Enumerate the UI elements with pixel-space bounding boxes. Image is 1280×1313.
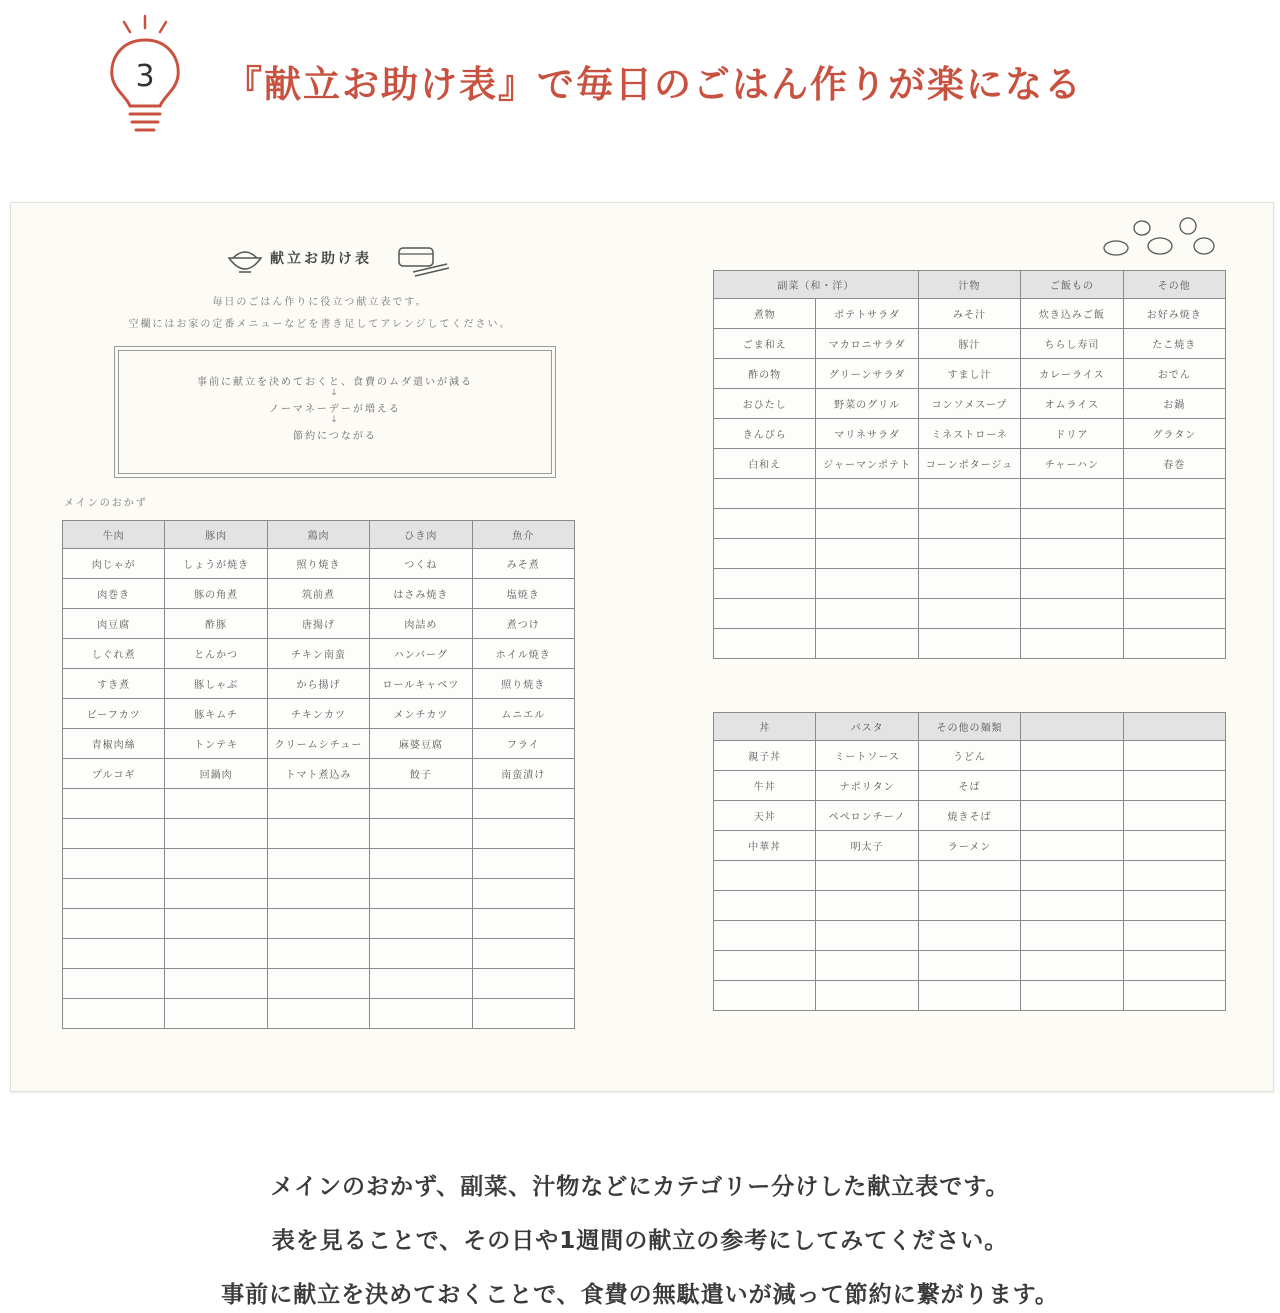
table-cell: ミートソース — [816, 741, 918, 771]
table-header-cell: 魚介 — [472, 521, 574, 549]
table-cell — [918, 509, 1020, 539]
table-cell: うどん — [918, 741, 1020, 771]
table-cell: たこ焼き — [1123, 329, 1225, 359]
table-cell — [1021, 951, 1123, 981]
caption-line-3: 事前に献立を決めておくことで、食費の無駄遣いが減って節約に繋がります。 — [221, 1282, 1059, 1308]
note-line: 事前に献立を決めておくと、食費のムダ遣いが減る — [197, 377, 473, 388]
table-row — [63, 729, 575, 759]
table-header-cell: 汁物 — [918, 271, 1020, 299]
table-cell: グリーンサラダ — [816, 359, 918, 389]
table-cell: おでん — [1123, 359, 1225, 389]
intro-text — [60, 292, 580, 336]
table-cell: 煮物 — [714, 299, 816, 329]
table-cell — [472, 789, 574, 819]
table-cell: 肉詰め — [370, 609, 472, 639]
table-row — [714, 801, 1226, 831]
table-cell: ミネストローネ — [918, 419, 1020, 449]
table-header-cell: その他 — [1123, 271, 1225, 299]
table-cell — [714, 479, 816, 509]
table-cell — [1123, 509, 1225, 539]
table-cell: しぐれ煮 — [63, 639, 165, 669]
table-cell: トマト煮込み — [267, 759, 369, 789]
table-cell — [63, 789, 165, 819]
table-row — [63, 849, 575, 879]
table-cell — [714, 599, 816, 629]
table-cell — [816, 479, 918, 509]
table-cell — [918, 891, 1020, 921]
table-row — [63, 939, 575, 969]
table-cell — [267, 789, 369, 819]
table-cell: フライ — [472, 729, 574, 759]
table-cell — [63, 939, 165, 969]
table-cell — [714, 921, 816, 951]
table-cell: 豚汁 — [918, 329, 1020, 359]
table-cell: すき煮 — [63, 669, 165, 699]
side-dish-table — [713, 270, 1226, 659]
table-cell: ナポリタン — [816, 771, 918, 801]
table-cell — [1021, 921, 1123, 951]
table-cell — [63, 849, 165, 879]
page-title: 献立お助け表 — [270, 251, 372, 267]
table-cell: 春巻 — [1123, 449, 1225, 479]
table-cell — [816, 951, 918, 981]
table-cell — [370, 819, 472, 849]
table-cell — [63, 909, 165, 939]
table-cell: ムニエル — [472, 699, 574, 729]
table-cell — [714, 539, 816, 569]
table-cell — [165, 819, 267, 849]
table-row — [714, 479, 1226, 509]
table-cell: ジャーマンポテト — [816, 449, 918, 479]
table-cell — [1021, 599, 1123, 629]
table-cell — [165, 849, 267, 879]
table-cell — [918, 951, 1020, 981]
table-row — [714, 539, 1226, 569]
rice-bowl-icon — [225, 244, 265, 278]
table-cell — [714, 509, 816, 539]
table-cell: から揚げ — [267, 669, 369, 699]
table-row — [714, 981, 1226, 1011]
table-cell: お鍋 — [1123, 389, 1225, 419]
lightbulb-icon — [100, 10, 190, 140]
table-cell: 焼きそば — [918, 801, 1020, 831]
table-row — [63, 699, 575, 729]
table-cell: グラタン — [1123, 419, 1225, 449]
table-cell: お好み焼き — [1123, 299, 1225, 329]
down-arrow-icon: ↓ — [330, 415, 340, 425]
table-cell: 豚しゃぶ — [165, 669, 267, 699]
table-row — [714, 741, 1226, 771]
table-cell — [267, 939, 369, 969]
table-cell — [1021, 891, 1123, 921]
table-cell — [714, 891, 816, 921]
table-cell: そば — [918, 771, 1020, 801]
table-cell — [1123, 801, 1225, 831]
table-cell — [918, 921, 1020, 951]
table-cell: ペペロンチーノ — [816, 801, 918, 831]
table-cell — [472, 819, 574, 849]
table-cell — [267, 879, 369, 909]
table-row — [63, 969, 575, 999]
main-dish-label: メインのおかず — [64, 498, 148, 509]
table-cell: 回鍋肉 — [165, 759, 267, 789]
table-cell: 天丼 — [714, 801, 816, 831]
table-row — [714, 389, 1226, 419]
table-cell — [1123, 741, 1225, 771]
caption-line-1: メインのおかず、副菜、汁物などにカテゴリー分けした献立表です。 — [270, 1174, 1010, 1200]
table-cell — [1123, 599, 1225, 629]
table-cell — [1123, 569, 1225, 599]
table-cell — [165, 789, 267, 819]
table-cell — [816, 981, 918, 1011]
table-cell — [1021, 509, 1123, 539]
table-cell: みそ汁 — [918, 299, 1020, 329]
down-arrow-icon: ↓ — [330, 388, 340, 398]
table-cell: すまし汁 — [918, 359, 1020, 389]
table-cell: 煮つけ — [472, 609, 574, 639]
table-cell: ビーフカツ — [63, 699, 165, 729]
table-cell — [918, 479, 1020, 509]
table-cell — [714, 569, 816, 599]
header-title: 『献立お助け表』で毎日のごはん作りが楽になる — [225, 63, 1083, 106]
table-cell — [165, 879, 267, 909]
table-cell: 餃子 — [370, 759, 472, 789]
table-cell — [1123, 891, 1225, 921]
table-cell: 肉豆腐 — [63, 609, 165, 639]
table-cell: 野菜のグリル — [816, 389, 918, 419]
table-row — [63, 609, 575, 639]
table-row — [63, 909, 575, 939]
table-cell: 炊き込みご飯 — [1021, 299, 1123, 329]
table-row — [714, 771, 1226, 801]
table-row — [63, 639, 575, 669]
note-line: 節約につながる — [293, 431, 377, 442]
table-cell: 肉巻き — [63, 579, 165, 609]
table-row — [63, 999, 575, 1029]
table-cell: クリームシチュー — [267, 729, 369, 759]
table-row — [63, 549, 575, 579]
table-cell — [918, 539, 1020, 569]
table-cell — [714, 981, 816, 1011]
table-cell — [472, 999, 574, 1029]
table-cell — [1021, 479, 1123, 509]
table-cell: 塩焼き — [472, 579, 574, 609]
table-cell — [370, 999, 472, 1029]
table-cell — [1123, 981, 1225, 1011]
table-cell — [472, 939, 574, 969]
table-cell — [918, 861, 1020, 891]
table-cell: とんかつ — [165, 639, 267, 669]
table-cell — [165, 969, 267, 999]
table-cell: ロールキャベツ — [370, 669, 472, 699]
table-cell — [165, 999, 267, 1029]
main-dish-table — [62, 520, 575, 1029]
food-dishes-icon — [1098, 214, 1228, 264]
table-cell: メンチカツ — [370, 699, 472, 729]
table-cell: 牛丼 — [714, 771, 816, 801]
table-cell — [918, 981, 1020, 1011]
table-header-cell — [1021, 713, 1123, 741]
note-line: ノーマネーデーが増える — [269, 404, 401, 415]
header — [100, 10, 1200, 150]
table-cell: 酢の物 — [714, 359, 816, 389]
table-cell — [918, 629, 1020, 659]
table-cell: みそ煮 — [472, 549, 574, 579]
table-cell: ラーメン — [918, 831, 1020, 861]
table-cell — [1123, 479, 1225, 509]
table-cell: つくね — [370, 549, 472, 579]
table-header-cell: パスタ — [816, 713, 918, 741]
table-cell — [1123, 861, 1225, 891]
table-cell: おひたし — [714, 389, 816, 419]
table-header-cell: 副菜（和・洋） — [714, 271, 919, 299]
table-cell — [1123, 771, 1225, 801]
table-cell — [472, 969, 574, 999]
table-row — [63, 579, 575, 609]
table-cell — [1021, 801, 1123, 831]
table-cell — [714, 951, 816, 981]
table-cell: 筑前煮 — [267, 579, 369, 609]
table-cell — [63, 969, 165, 999]
table-row — [714, 629, 1226, 659]
table-row — [63, 879, 575, 909]
table-header-cell: 鶏肉 — [267, 521, 369, 549]
table-cell: オムライス — [1021, 389, 1123, 419]
table-header-cell: 丼 — [714, 713, 816, 741]
table-cell — [816, 569, 918, 599]
table-cell — [816, 599, 918, 629]
table-cell: チキンカツ — [267, 699, 369, 729]
table-cell — [1123, 629, 1225, 659]
table-row — [714, 359, 1226, 389]
intro-line: 毎日のごはん作りに役立つ献立表です。 — [212, 297, 428, 308]
step-number: 3 — [135, 59, 155, 94]
table-cell: 麻婆豆腐 — [370, 729, 472, 759]
table-header-cell: その他の麺類 — [918, 713, 1020, 741]
table-cell — [1021, 539, 1123, 569]
note-box — [118, 350, 552, 474]
table-row — [63, 819, 575, 849]
table-row — [714, 569, 1226, 599]
table-header-cell: 牛肉 — [63, 521, 165, 549]
table-row — [714, 921, 1226, 951]
table-cell: マリネサラダ — [816, 419, 918, 449]
table-cell: 明太子 — [816, 831, 918, 861]
table-row — [714, 299, 1226, 329]
intro-line: 空欄にはお家の定番メニューなどを書き足してアレンジしてください。 — [128, 319, 512, 330]
table-cell — [370, 849, 472, 879]
table-cell — [267, 969, 369, 999]
table-cell — [816, 921, 918, 951]
table-row — [714, 831, 1226, 861]
table-cell — [1021, 981, 1123, 1011]
table-cell — [370, 969, 472, 999]
table-cell — [63, 999, 165, 1029]
table-row — [714, 419, 1226, 449]
table-cell — [1123, 921, 1225, 951]
table-cell — [1021, 569, 1123, 599]
table-cell — [370, 789, 472, 819]
table-cell — [165, 939, 267, 969]
table-cell — [918, 569, 1020, 599]
table-row — [714, 599, 1226, 629]
table-cell: ちらし寿司 — [1021, 329, 1123, 359]
table-cell: チキン南蛮 — [267, 639, 369, 669]
page-title-group — [225, 240, 455, 280]
table-cell: プルコギ — [63, 759, 165, 789]
table-header-row — [714, 713, 1226, 741]
table-cell — [472, 909, 574, 939]
table-cell: 肉じゃが — [63, 549, 165, 579]
table-row — [714, 449, 1226, 479]
bento-icon — [393, 238, 453, 278]
table-cell — [1123, 951, 1225, 981]
table-cell: 照り焼き — [267, 549, 369, 579]
table-cell — [63, 819, 165, 849]
table-cell: チャーハン — [1021, 449, 1123, 479]
table-cell — [267, 999, 369, 1029]
table-cell — [816, 629, 918, 659]
table-cell: カレーライス — [1021, 359, 1123, 389]
table-cell: ごま和え — [714, 329, 816, 359]
table-cell: トンテキ — [165, 729, 267, 759]
table-cell: 酢豚 — [165, 609, 267, 639]
table-cell — [370, 939, 472, 969]
table-cell: 白和え — [714, 449, 816, 479]
caption-line-2: 表を見ることで、その日や1週間の献立の参考にしてみてください。 — [271, 1228, 1009, 1254]
table-cell — [267, 909, 369, 939]
table-cell — [1021, 629, 1123, 659]
table-cell — [472, 879, 574, 909]
table-cell: ポテトサラダ — [816, 299, 918, 329]
table-cell: コーンポタージュ — [918, 449, 1020, 479]
table-cell — [816, 861, 918, 891]
table-cell — [1021, 861, 1123, 891]
table-cell — [1021, 831, 1123, 861]
table-cell — [714, 861, 816, 891]
table-cell: 親子丼 — [714, 741, 816, 771]
table-header-cell: ご飯もの — [1021, 271, 1123, 299]
table-cell: 照り焼き — [472, 669, 574, 699]
table-cell — [1021, 771, 1123, 801]
table-row — [63, 789, 575, 819]
table-header-row — [63, 521, 575, 549]
table-cell: 豚キムチ — [165, 699, 267, 729]
table-cell: 青椒肉絲 — [63, 729, 165, 759]
table-cell — [267, 819, 369, 849]
table-cell — [370, 879, 472, 909]
table-header-cell: ひき肉 — [370, 521, 472, 549]
table-row — [714, 861, 1226, 891]
table-cell: 南蛮漬け — [472, 759, 574, 789]
table-cell: 豚の角煮 — [165, 579, 267, 609]
table-cell — [1123, 831, 1225, 861]
table-cell — [472, 849, 574, 879]
rice-noodle-table — [713, 712, 1226, 1011]
table-cell: マカロニサラダ — [816, 329, 918, 359]
table-cell — [1021, 741, 1123, 771]
table-cell: きんぴら — [714, 419, 816, 449]
table-cell — [816, 891, 918, 921]
table-cell: ホイル焼き — [472, 639, 574, 669]
table-cell — [714, 629, 816, 659]
table-cell — [165, 909, 267, 939]
table-cell: しょうが焼き — [165, 549, 267, 579]
table-cell — [816, 539, 918, 569]
table-header-cell: 豚肉 — [165, 521, 267, 549]
table-row — [63, 759, 575, 789]
table-cell — [370, 909, 472, 939]
table-cell: コンソメスープ — [918, 389, 1020, 419]
table-cell — [918, 599, 1020, 629]
table-cell — [1123, 539, 1225, 569]
table-row — [714, 891, 1226, 921]
table-cell — [63, 879, 165, 909]
table-row — [714, 951, 1226, 981]
table-header-cell — [1123, 713, 1225, 741]
table-cell — [267, 849, 369, 879]
table-cell — [816, 509, 918, 539]
table-cell: 中華丼 — [714, 831, 816, 861]
table-cell: ドリア — [1021, 419, 1123, 449]
table-row — [714, 509, 1226, 539]
table-header-row — [714, 271, 1226, 299]
table-cell: 唐揚げ — [267, 609, 369, 639]
table-row — [63, 669, 575, 699]
table-cell: はさみ焼き — [370, 579, 472, 609]
table-cell: ハンバーグ — [370, 639, 472, 669]
table-row — [714, 329, 1226, 359]
